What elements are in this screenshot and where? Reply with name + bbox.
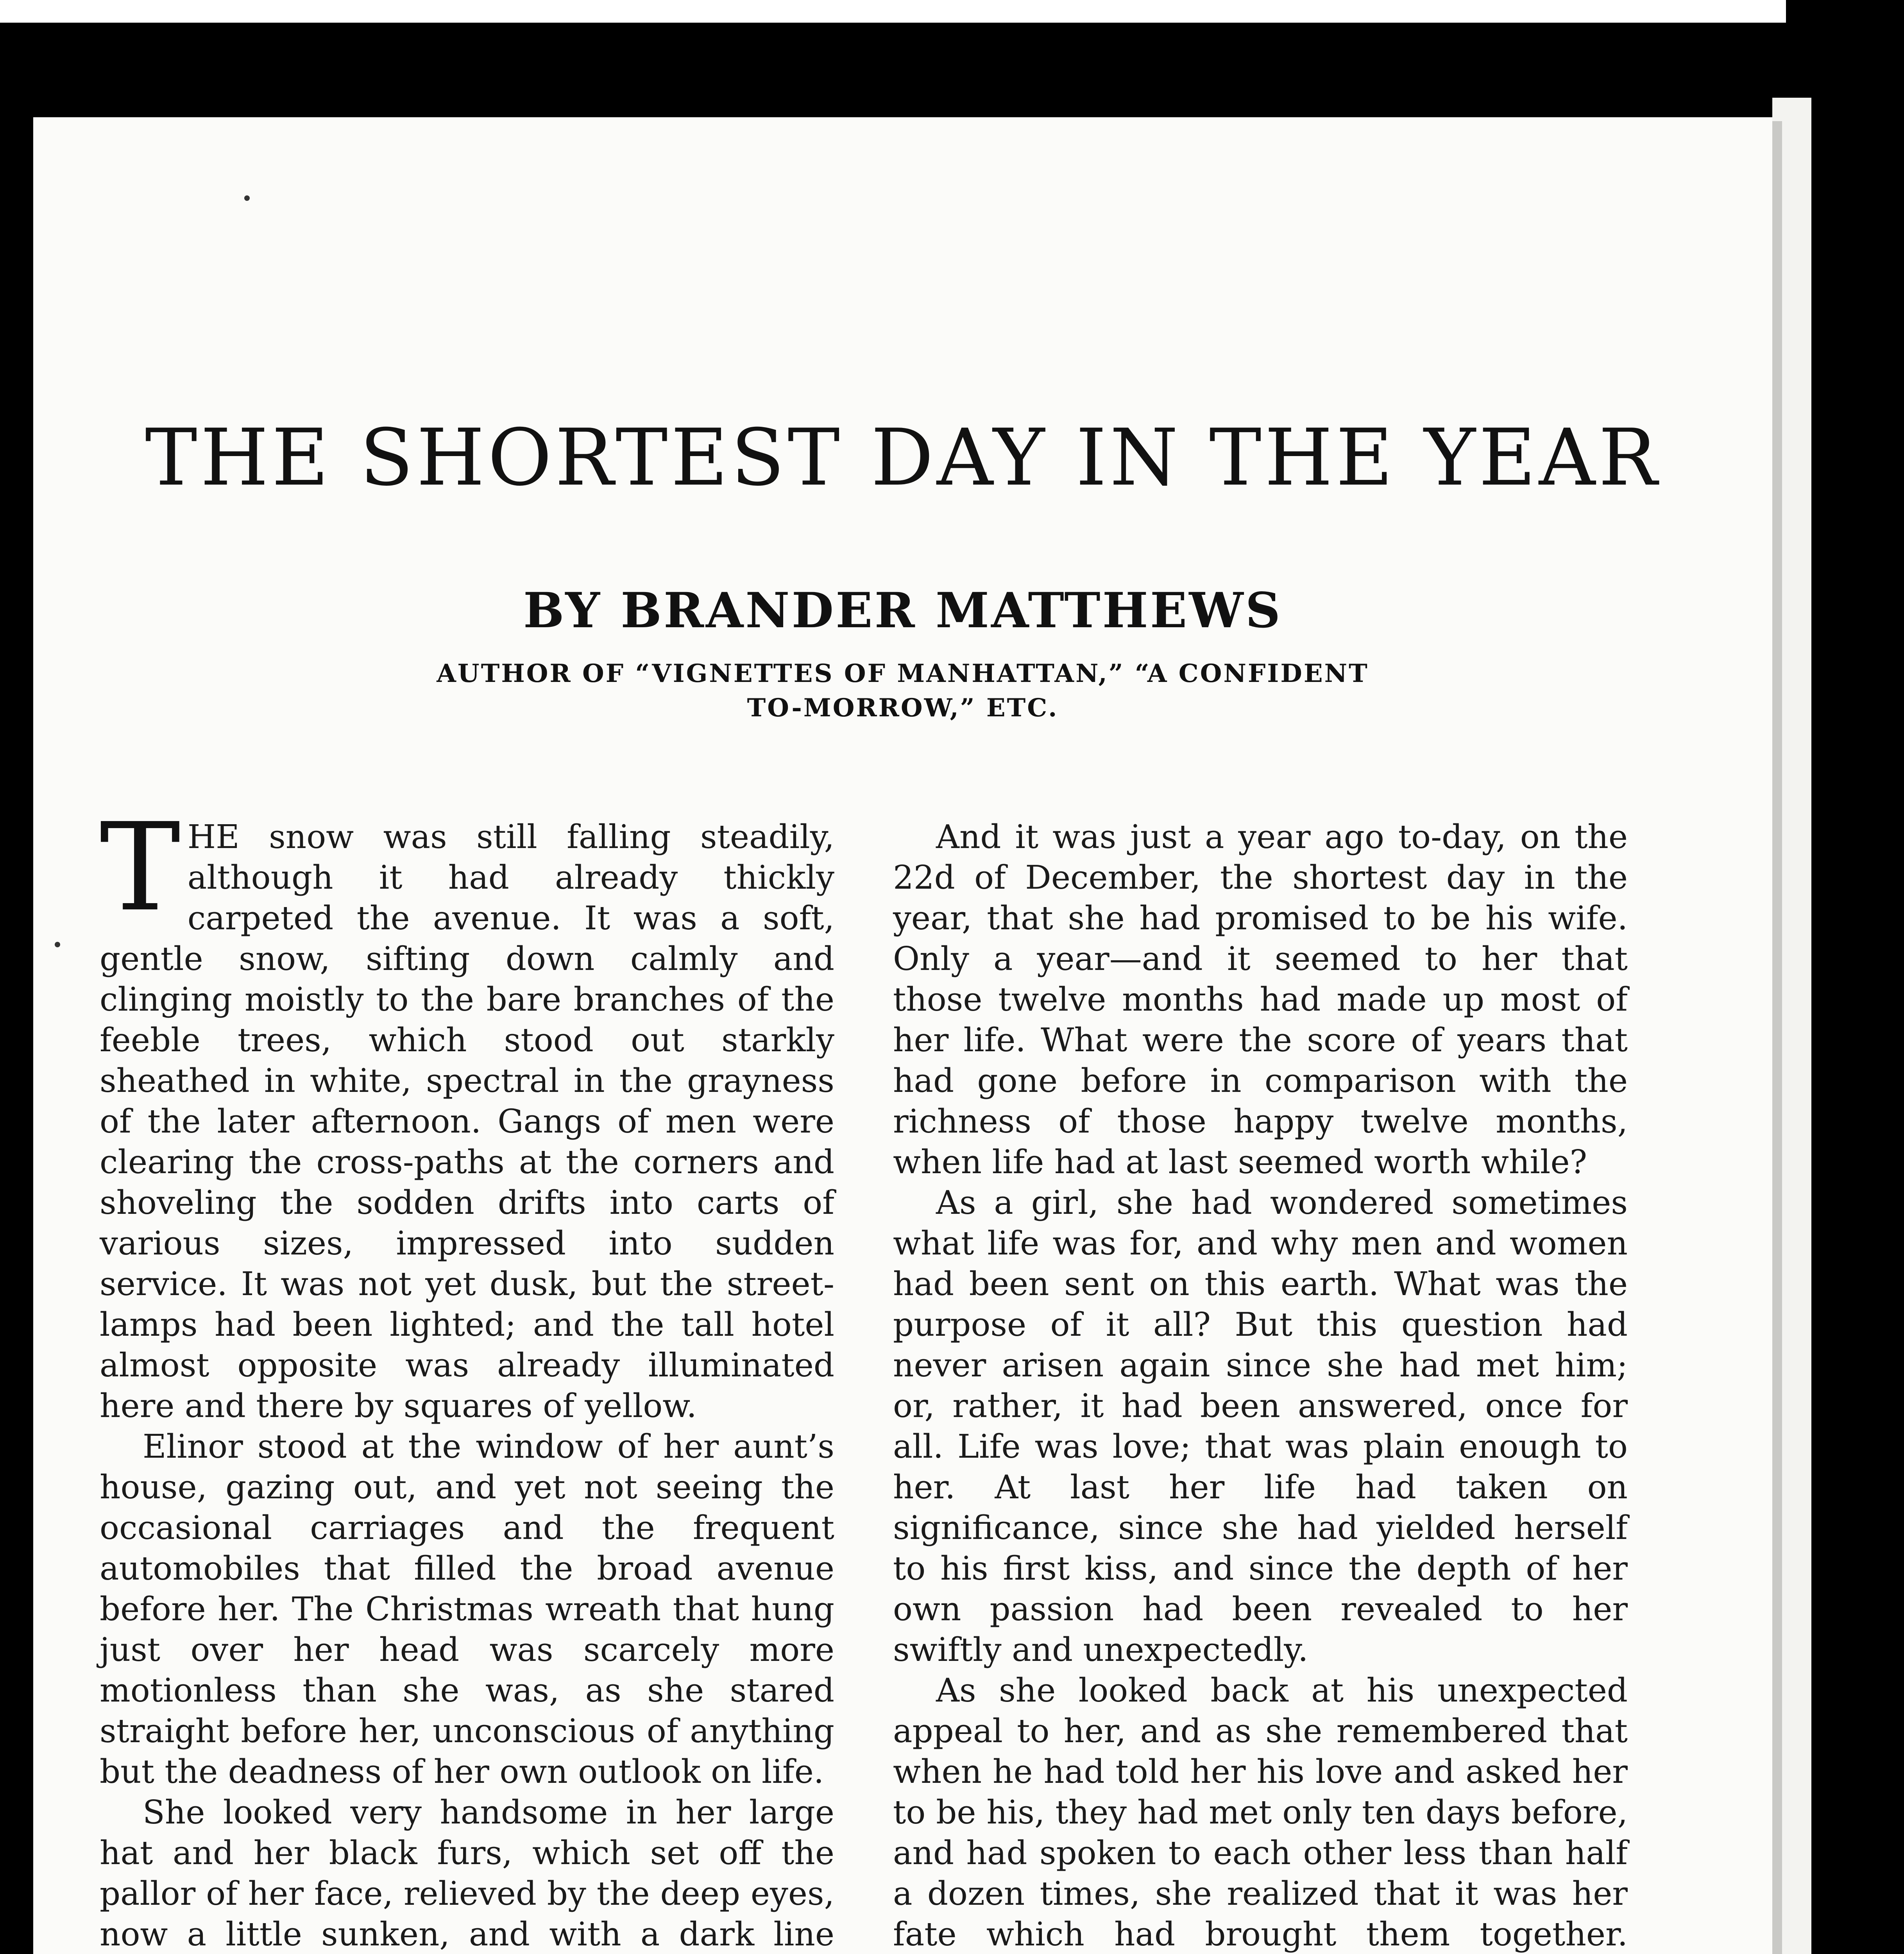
drop-cap: T xyxy=(100,797,181,938)
paragraph xyxy=(100,797,834,1426)
author-credit-line-2: TO-MORROW,” ETC. xyxy=(747,693,1059,723)
margin-dot xyxy=(244,195,250,201)
author-credit xyxy=(33,657,1772,725)
article-byline: BY BRANDER MATTHEWS xyxy=(523,582,1283,639)
paragraph: She looked very handsome in her large hat and her black furs, which set off the pallor of her face, relieved by the deep eyes, now a little sunken, and with a dark line xyxy=(100,1793,834,1953)
margin-dot xyxy=(55,942,60,947)
paragraph: And it was just a year ago to-day, on the 22d of December, the shortest day in the year, that she had promised to be his wife. Only a year—and it seemed to her that those twelve months had made up most of her life. What were the score of years that had gone before in comparison with the richness of those happy twelve months, when life had at last seemed worth while? xyxy=(893,818,1628,1181)
paragraph-text: HE snow was still falling steadily, although it had already thickly carpeted the avenue. It was a soft, gentle snow, sifting down calmly and clinging moistly to the bare branches of the feeble trees, which stood out starkly sheathed in white, spectral in the grayness of the later afternoon. Gangs of men were clearing the cross-paths at the corners and shoveling the sodden drifts into carts of various sizes, impressed into sudden service. It was not yet dusk, but the street-lamps had been lighted; and the tall hotel almost opposite was already illuminated here and there by squares of yellow. xyxy=(100,818,834,1425)
scan-top-edge xyxy=(0,0,1786,23)
author-credit-line-1: AUTHOR OF “VIGNETTES OF MANHATTAN,” “A CONFIDENT xyxy=(437,659,1369,688)
paragraph: Elinor stood at the window of her aunt’s house, gazing out, and yet not seeing the occasional carriages and the frequent automobiles that filled the broad avenue before her. The Christmas wreath that hung just over her head was scarcely more motionless than she was, as she stared straight before her, unconscious of anything but the deadness of her own outlook on life. xyxy=(100,1428,834,1791)
article-title: THE SHORTEST DAY IN THE YEAR xyxy=(145,412,1661,503)
right-column xyxy=(893,817,1628,1954)
magazine-page xyxy=(33,117,1772,1954)
scan-left-border xyxy=(0,141,33,1954)
paragraph: As a girl, she had wondered sometimes what life was for, and why men and women had been sent on this earth. What was the purpose of it all? But this question had never arisen again since she had met him; or, rather, it had been answered, once for all. Life was love; that was plain enough to her. At last her life had taken on significance, since she had yielded herself to his first kiss, and since the depth of her own passion had been revealed to her swiftly and unexpectedly. xyxy=(893,1184,1628,1669)
paragraph: As she looked back at his unexpected appeal to her, and as she remembered that when he had told her his love and asked her to be his, they had met only ten days before, and had spoken to each other less than half a dozen times, she realized that it was her fate which had brought them together. xyxy=(893,1671,1628,1953)
left-column xyxy=(100,797,834,1954)
